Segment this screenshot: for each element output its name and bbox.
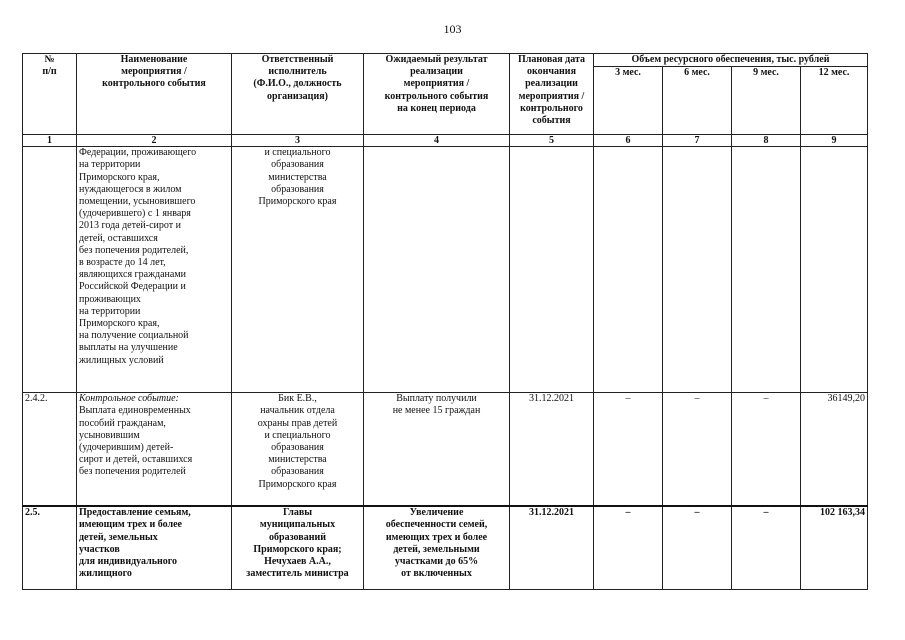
row-q6: –: [663, 506, 732, 590]
row-name: Выплата единовременных пособий гражданам, усыновившим (удочерившим) детей- сирот и детей, оставшихся без попечения родителей: [79, 405, 193, 478]
row-q6: –: [663, 393, 732, 507]
header-num: № п/п: [23, 54, 77, 135]
row-q12: 36149,20: [801, 393, 868, 507]
column-number: 4: [364, 135, 510, 147]
column-number-row: [23, 135, 868, 147]
row-date: [510, 147, 594, 393]
header-name: Наименование мероприятия / контрольного события: [77, 54, 232, 135]
header-q3: 3 мес.: [594, 67, 663, 135]
row-executor: Главы муниципальных образований Приморского края; Нечухаев А.А., заместитель министра: [232, 506, 364, 590]
column-number: 8: [732, 135, 801, 147]
row-q9: –: [732, 393, 801, 507]
row-executor: Бик Е.В., начальник отдела охраны прав детей и специального образования министерства образования Приморского края: [232, 393, 364, 507]
column-number: 1: [23, 135, 77, 147]
column-number: 7: [663, 135, 732, 147]
action-plan-table: [22, 53, 868, 590]
table-row: [23, 506, 868, 590]
header-q6: 6 мес.: [663, 67, 732, 135]
row-q9: –: [732, 506, 801, 590]
header-resources: Объем ресурсного обеспечения, тыс. рублей: [594, 54, 868, 67]
row-num: 2.5.: [23, 506, 77, 590]
row-name-cell: [77, 393, 232, 507]
header-date: Плановая дата окончания реализации мероприятия / контрольного события: [510, 54, 594, 135]
row-q3: –: [594, 393, 663, 507]
row-q6: [663, 147, 732, 393]
row-result: [364, 147, 510, 393]
row-q3: [594, 147, 663, 393]
row-num: [23, 147, 77, 393]
row-date: 31.12.2021: [510, 393, 594, 507]
row-q3: –: [594, 506, 663, 590]
table-row: [23, 147, 868, 393]
table-header: [23, 54, 868, 147]
header-executor: Ответственный исполнитель (Ф.И.О., должность организация): [232, 54, 364, 135]
control-event-label: Контрольное событие:: [79, 393, 179, 405]
row-q9: [732, 147, 801, 393]
row-q12: 102 163,34: [801, 506, 868, 590]
row-result: Выплату получили не менее 15 граждан: [364, 393, 510, 507]
row-name: Федерации, проживающего на территории Приморского края, нуждающегося в жилом помещении, усыновившего (удочерившего) с 1 января 2013 года детей-сирот и детей, оставшихся без попечения родителей, в возрасте до 14 лет, являющихся гражданами Российской Федерации и проживающих на территории Приморского края, на получение социальной выплаты на улучшение жилищных условий: [77, 147, 232, 393]
row-result: Увеличение обеспеченности семей, имеющих трех и более детей, земельными участками до 65% от включенных: [364, 506, 510, 590]
column-number: 9: [801, 135, 868, 147]
column-number: 5: [510, 135, 594, 147]
column-number: 3: [232, 135, 364, 147]
row-q12: [801, 147, 868, 393]
row-name: Предоставление семьям, имеющим трех и более детей, земельных участков для индивидуального жилищного: [77, 506, 232, 590]
column-number: 6: [594, 135, 663, 147]
page-number: 103: [443, 22, 462, 36]
column-number: 2: [77, 135, 232, 147]
header-result: Ожидаемый результат реализации мероприятия / контрольного события на конец периода: [364, 54, 510, 135]
table-row: [23, 393, 868, 507]
row-executor: и специального образования министерства образования Приморского края: [232, 147, 364, 393]
header-q12: 12 мес.: [801, 67, 868, 135]
header-q9: 9 мес.: [732, 67, 801, 135]
row-num: 2.4.2.: [23, 393, 77, 507]
row-date: 31.12.2021: [510, 506, 594, 590]
